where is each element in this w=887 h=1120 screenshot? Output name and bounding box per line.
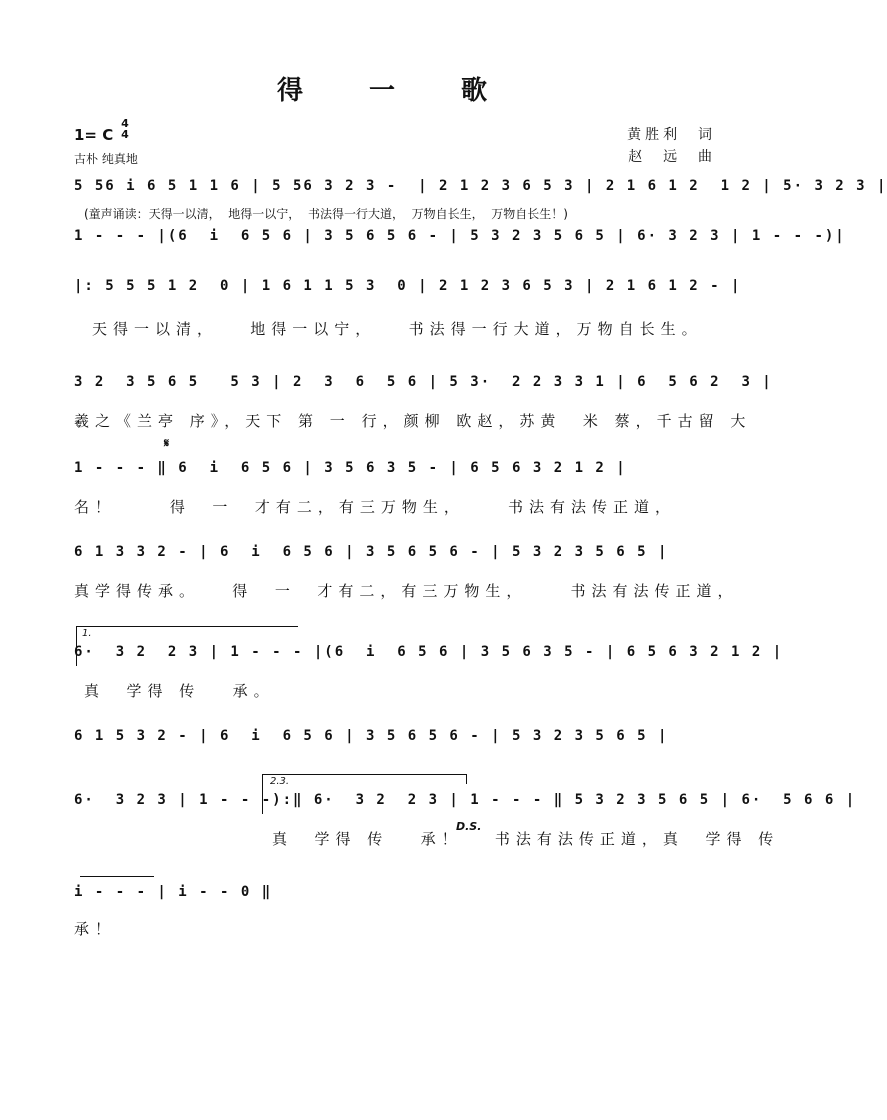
lyrics-line: 真学得传承。 得 一 才有二，有三万物生， 书法有法传正道，	[74, 582, 739, 600]
lyrics-line: 真 学得 传 承。	[84, 682, 275, 700]
notation-line: 1 - - - ‖ 6 i 6 5 6 | 3 5 6 3 5 - | 6 5 6 3 2 1 2 |	[74, 460, 627, 476]
notation-line: i - - - | i - - 0 ‖	[74, 884, 273, 900]
notation-line: 6· 3 2 3 | 1 - - -):‖ 6· 3 2 2 3 | 1 - - - ‖ 5 3 2 3 5 6 5 | 6· 5 6 6 |	[74, 792, 857, 808]
lyrics-line: 真 学得 传 承！ 书法有法传正道，真 学得 传	[272, 830, 780, 848]
expression-marking: 古朴 纯真地	[74, 152, 138, 166]
key-signature: 1= C	[74, 126, 114, 144]
composer-credit: 赵 远 曲	[628, 149, 716, 165]
segno-sign: 𝄋	[164, 436, 170, 450]
notation-line: 6 1 3 3 2 - | 6 i 6 5 6 | 3 5 6 5 6 - | 5 3 2 3 5 6 5 |	[74, 544, 669, 560]
volta-bracket	[76, 626, 298, 627]
lyrics-line: 名！ 得 一 才有二，有三万物生， 书法有法传正道，	[74, 498, 676, 516]
lyrics-line: 天得一以清， 地得一以宁， 书法得一行大道，万物自长生。	[92, 320, 703, 338]
lyrics-line: 承！	[74, 920, 117, 938]
notation-line: 3 2 3 5 6 5 5 3 | 2 3 6 5 6 | 5 3· 2 2 3 3 1 | 6 5 6 2 3 |	[74, 374, 773, 390]
lyrics-line: 羲之《兰亭 序》，天下 第 一 行，颜柳 欧赵，苏黄 米 蔡，千古留 大	[74, 412, 752, 430]
narration-text: (童声诵读：天得一以清， 地得一以宁， 书法得一行大道， 万物自长生， 万物自长生！)	[84, 207, 568, 221]
volta-label: 1.	[82, 628, 92, 639]
volta-bracket	[262, 774, 466, 775]
notation-line: 6 1 5 3 2 - | 6 i 6 5 6 | 3 5 6 5 6 - | 5 3 2 3 5 6 5 |	[74, 728, 669, 744]
notation-line: 5 56 i 6 5 1 1 6 | 5 56 3 2 3 - | 2 1 2 3 6 5 3 | 2 1 6 1 2 1 2 | 5· 3 2 3 |	[74, 178, 887, 194]
dal-segno-marking: D.S.	[456, 820, 482, 833]
volta-label: 2.3.	[270, 776, 290, 787]
lyricist-credit: 黄胜利 词	[627, 127, 716, 143]
volta-bracket-edge	[466, 774, 467, 784]
notation-line: 6· 3 2 2 3 | 1 - - - |(6 i 6 5 6 | 3 5 6 3 5 - | 6 5 6 3 2 1 2 |	[74, 644, 784, 660]
song-title: 得 一 歌	[276, 76, 507, 106]
notation-line: 1 - - - |(6 i 6 5 6 | 3 5 6 5 6 - | 5 3 2 3 5 6 5 | 6· 3 2 3 | 1 - - -)|	[74, 228, 846, 244]
time-signature: 4 4	[121, 117, 129, 141]
slur-mark	[80, 876, 154, 877]
notation-line: |: 5 5 5 1 2 0 | 1 6 1 1 5 3 0 | 2 1 2 3 6 5 3 | 2 1 6 1 2 - |	[74, 278, 742, 294]
